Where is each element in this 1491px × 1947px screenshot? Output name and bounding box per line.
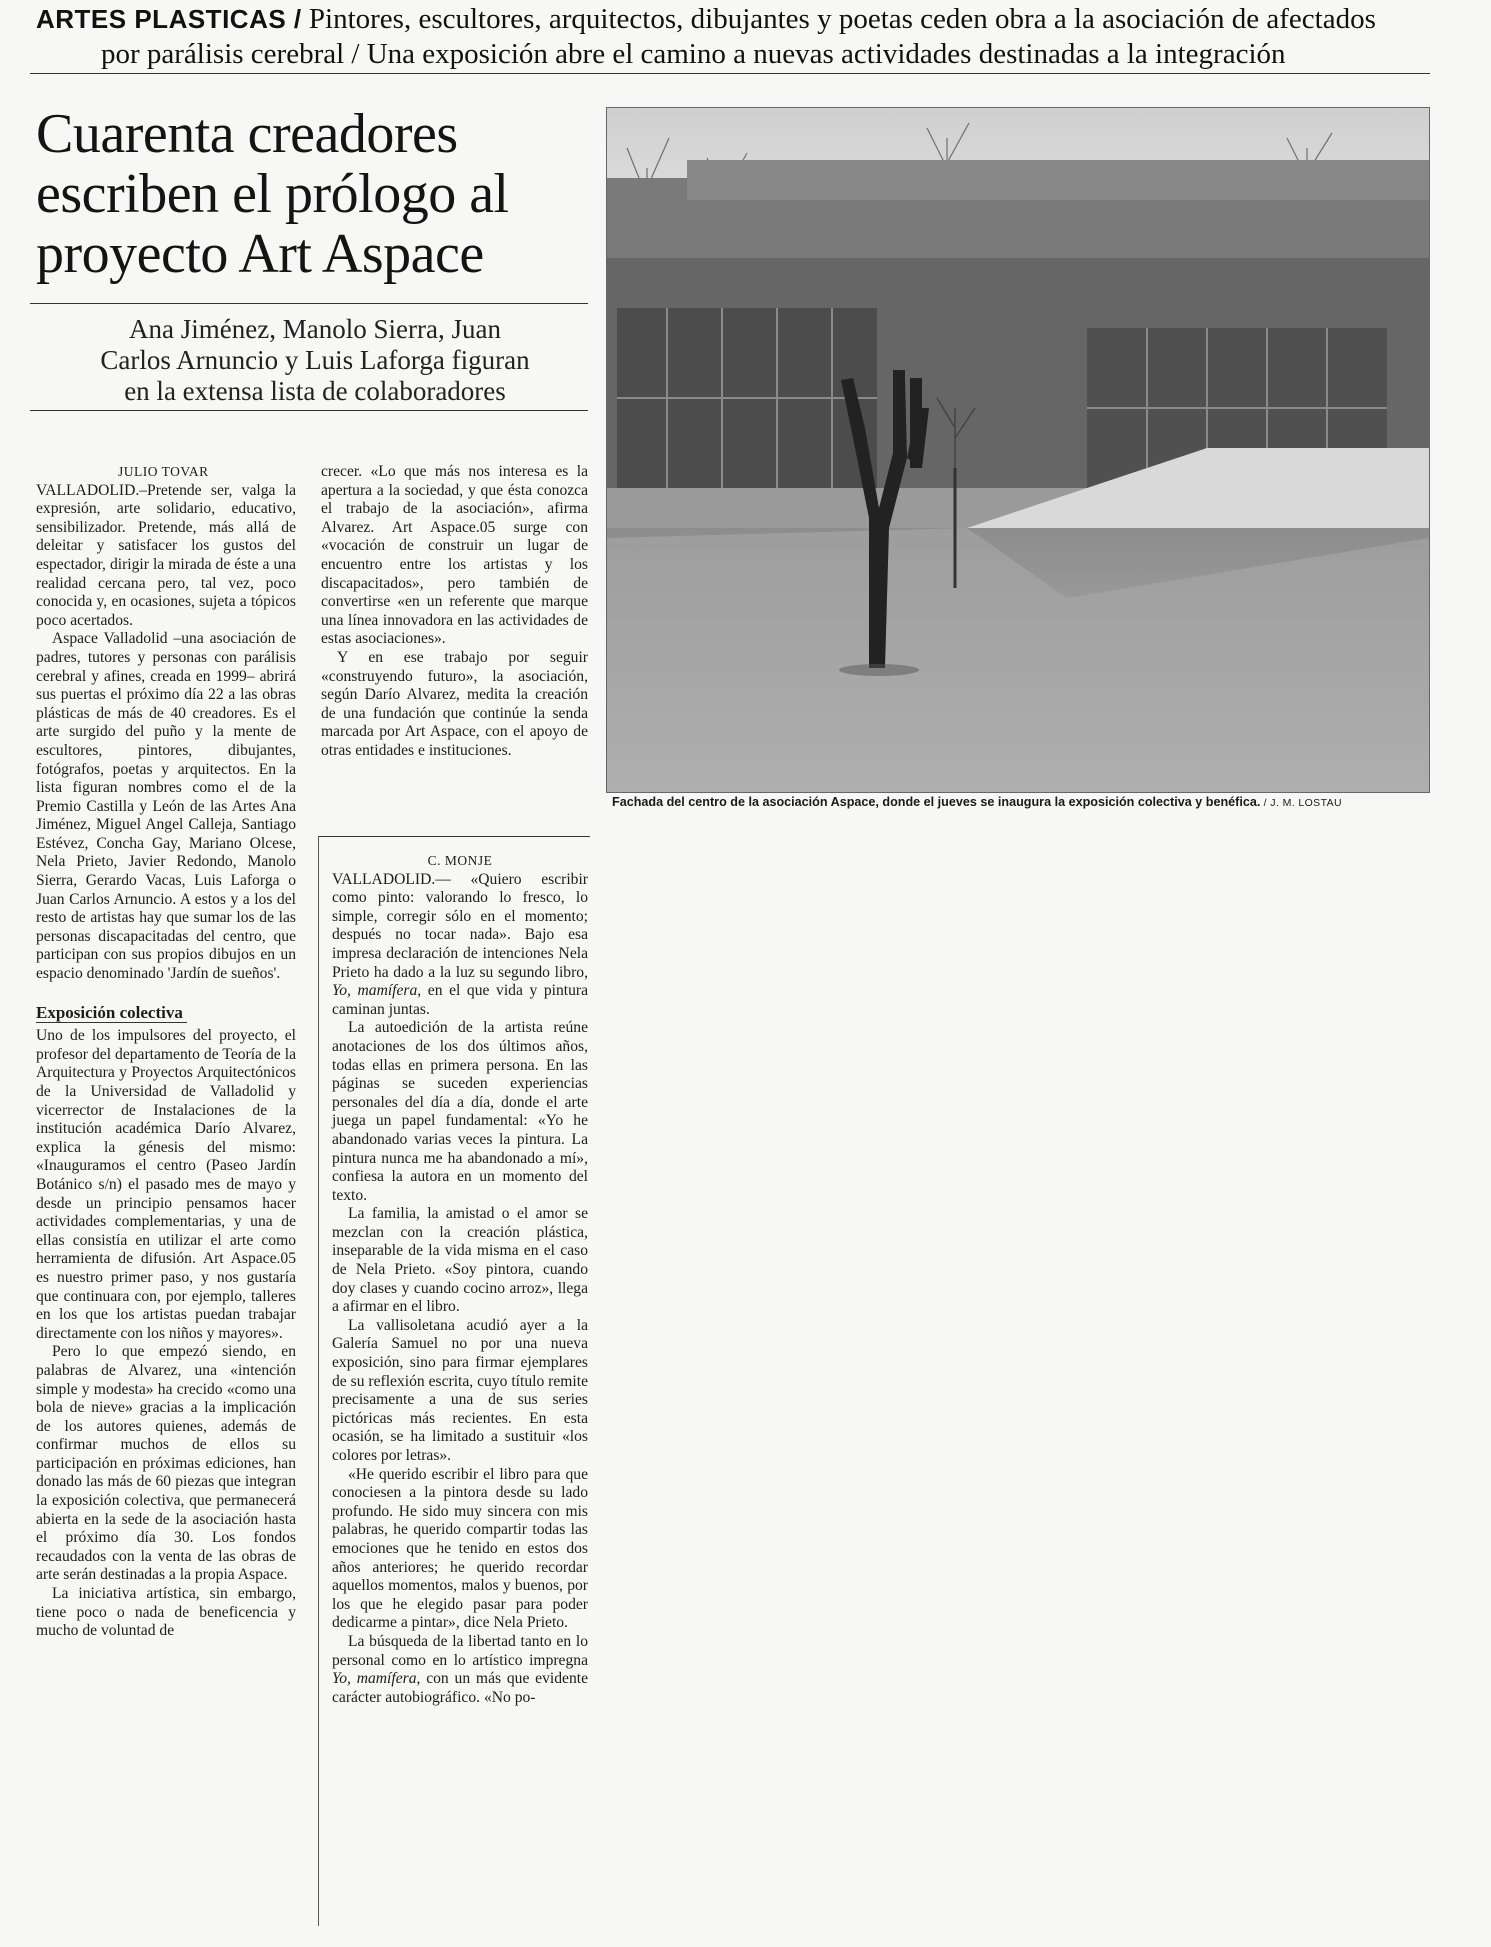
article1-subheading: Exposición colectiva <box>36 1004 187 1024</box>
article1-column1 <box>36 463 296 1641</box>
article-divider <box>318 836 590 837</box>
article2-p6 <box>332 1633 588 1707</box>
photo-caption-text: Fachada del centro de la asociación Aspace, donde el jueves se inaugura la exposición colectiva y benéfica. <box>612 795 1261 809</box>
subheadline <box>40 314 590 407</box>
article1-p5: La iniciativa artística, sin embargo, tiene poco o nada de beneficencia y mucho de voluntad de <box>36 1585 296 1640</box>
building-photo <box>606 107 1430 793</box>
article1-p2: Aspace Valladolid –una asociación de padres, tutores y personas con parálisis cerebral y afines, creada en 1999– abrirá sus puertas el próximo día 22 a las obras plásticas de más de 40 creadores. Es el arte surgido del puño y la mente de escultores, pintores, dibujantes, fotógrafos, poetas y arquitectos. En la lista figuran nombres como el de la Premio Castilla y León de las Artes Ana Jiménez, Miguel Angel Calleja, Santiago Estévez, Concha Gay, Mariano Olcese, Nela Prieto, Javier Redondo, Manolo Sierra, Gerardo Vacas, Luis Laforga o Juan Carlos Arnuncio. A estos y a los del resto de artistas hay que sumar los de las personas discapacitadas del centro, que participan con sus propios dibujos en un espacio denominado 'Jardín de sueños'. <box>36 630 296 983</box>
article1-p1: Pretende ser, valga la expresión, arte solidario, educativo, sensibilizador. Pretende, más allá de deleitar y satisfacer los gustos del espectador, dirigir la mirada de éste a una realidad cercana pero, tal vez, poco conocida y, en ocasiones, sujeta a tópicos poco acertados. <box>36 481 296 629</box>
subheadline-line: Ana Jiménez, Manolo Sierra, Juan <box>129 314 501 344</box>
article1-column2 <box>321 463 588 761</box>
subhead-rule <box>30 410 588 411</box>
headline-rule <box>30 303 588 304</box>
article2-p2: La autoedición de la artista reúne anotaciones de los dos últimos años, todas ellas en primera persona. En las páginas se suceden experiencias personales del día a día, donde el arte juega un papel fundamental: «Yo he abandonado varias veces la pintura. La pintura nunca me ha abandonado a mí», confiesa la autora en un momento del texto. <box>332 1019 588 1204</box>
photo-caption <box>612 795 1491 809</box>
article2-p1-text-a: «Quiero escribir como pinto: valorando lo fresco, lo simple, corregir sólo en el momento; después no tocar nada». Bajo esa impresa declaración de intenciones Nela Prieto ha dado a la luz su segundo libro, <box>332 870 588 981</box>
article2-p6-text-a: La búsqueda de la libertad tanto en lo personal como en lo artístico impregna <box>332 1632 588 1669</box>
article1-p7: Y en ese trabajo por seguir «construyendo futuro», la asociación, según Darío Alvarez, medita la creación de una fundación que continúe la senda marcada por Art Aspace, con el apoyo de otras entidades e instituciones. <box>321 648 588 759</box>
headline <box>36 104 596 284</box>
section-kicker-line1: Pintores, escultores, arquitectos, dibujantes y poetas ceden obra a la asociación de afectados <box>301 3 1376 35</box>
headline-line: Cuarenta creadores <box>36 103 458 165</box>
article2-dateline: VALLADOLID.— <box>332 870 451 888</box>
photo-credit: / J. M. LOSTAU <box>1260 797 1343 809</box>
article2-p4: La vallisoletana acudió ayer a la Galería Samuel no por una nueva exposición, sino para firmar ejemplares de su reflexión escrita, cuyo título remite precisamente a una de sus series pictóricas más recientes. En esta ocasión, se ha limitado a sustituir «los colores por letras». <box>332 1316 588 1464</box>
article1-paragraph <box>36 482 296 631</box>
book-title: Yo, mamífera <box>332 982 418 1000</box>
article1-p4: Pero lo que empezó siendo, en palabras de Alvarez, una «intención simple y modesta» ha crecido «como una bola de nieve» gracias a la implicación de los autores quienes, además de confirmar muchos de ellos su participación en próximas ediciones, han donado las más de 60 piezas que integran la exposición colectiva, que permanecerá abierta en la sede de la asociación hasta el próximo día 30. Los fondos recaudados con la venta de las obras de arte serán destinadas a la propia Aspace. <box>36 1343 296 1584</box>
article2-p3: La familia, la amistad o el amor se mezclan con la creación plástica, inseparable de la vida misma en el caso de Nela Prieto. «Soy pintora, cuando doy clases y cuando cocino arroz», llega a afirmar en el libro. <box>332 1205 588 1316</box>
header-rule <box>30 73 1430 74</box>
article2-column <box>332 852 588 1707</box>
article2-p1-text-b: , en el que vida y pintura caminan juntas. <box>332 982 588 1018</box>
section-kicker-line2: por parálisis cerebral / Una exposición abre el camino a nuevas actividades destinadas a la integración <box>101 38 1286 70</box>
headline-line: proyecto Art Aspace <box>36 223 484 285</box>
article2-p6-text-b: , con un más que evidente carácter autobiográfico. «No po- <box>332 1670 588 1706</box>
book-title: Yo, mamífera <box>332 1670 417 1688</box>
section-name: ARTES PLASTICAS / <box>36 4 302 34</box>
subheadline-line: Carlos Arnuncio y Luis Laforga figuran <box>100 345 530 375</box>
article2-byline: C. MONJE <box>427 853 493 868</box>
building-facade-illustration <box>607 108 1429 792</box>
article1-byline: JULIO TOVAR <box>118 464 209 479</box>
headline-line: escriben el prólogo al <box>36 163 509 225</box>
subheadline-line: en la extensa lista de colaboradores <box>124 376 506 406</box>
article2-p5: «He querido escribir el libro para que conociesen a la pintora desde su lado profundo. He sido muy sincera con mis palabras, he querido compartir todas las emociones que he tenido en estos dos años anteriores; he querido recordar aquellos momentos, malos y buenos, por los que he elegido pasar para poder dedicarme a pintar», dice Nela Prieto. <box>332 1465 588 1632</box>
section-header <box>36 2 1456 72</box>
article1-dateline: VALLADOLID.– <box>36 481 148 499</box>
article2-p1 <box>332 871 588 1020</box>
article2-side-rule <box>318 836 319 1926</box>
article1-p6: crecer. «Lo que más nos interesa es la apertura a la sociedad, y que ésta conozca el trabajo de la asociación», afirma Alvarez. Art Aspace.05 surge con «vocación de construir un lugar de encuentro entre los artistas y los discapacitados», pero también de convertirse «en un referente que marque una línea innovadora en las actividades de estas asociaciones». <box>321 463 588 648</box>
article1-p3: Uno de los impulsores del proyecto, el profesor del departamento de Teoría de la Arquitectura y Proyectos Arquitectónicos de la Universidad de Valladolid y vicerrector de Instalaciones de la institución académica Darío Alvarez, explica la génesis del mismo: «Inauguramos el centro (Paseo Jardín Botánico s/n) el pasado mes de mayo y desde un principio pensamos hacer actividades complementarias, y una de ellas consistía en utilizar el arte como herramienta de difusión. Art Aspace.05 es nuestro primer paso, y nos gustaría que continuara con, por ejemplo, talleres en los que los artistas puedan trabajar directamente con los niños y mayores». <box>36 1027 296 1342</box>
